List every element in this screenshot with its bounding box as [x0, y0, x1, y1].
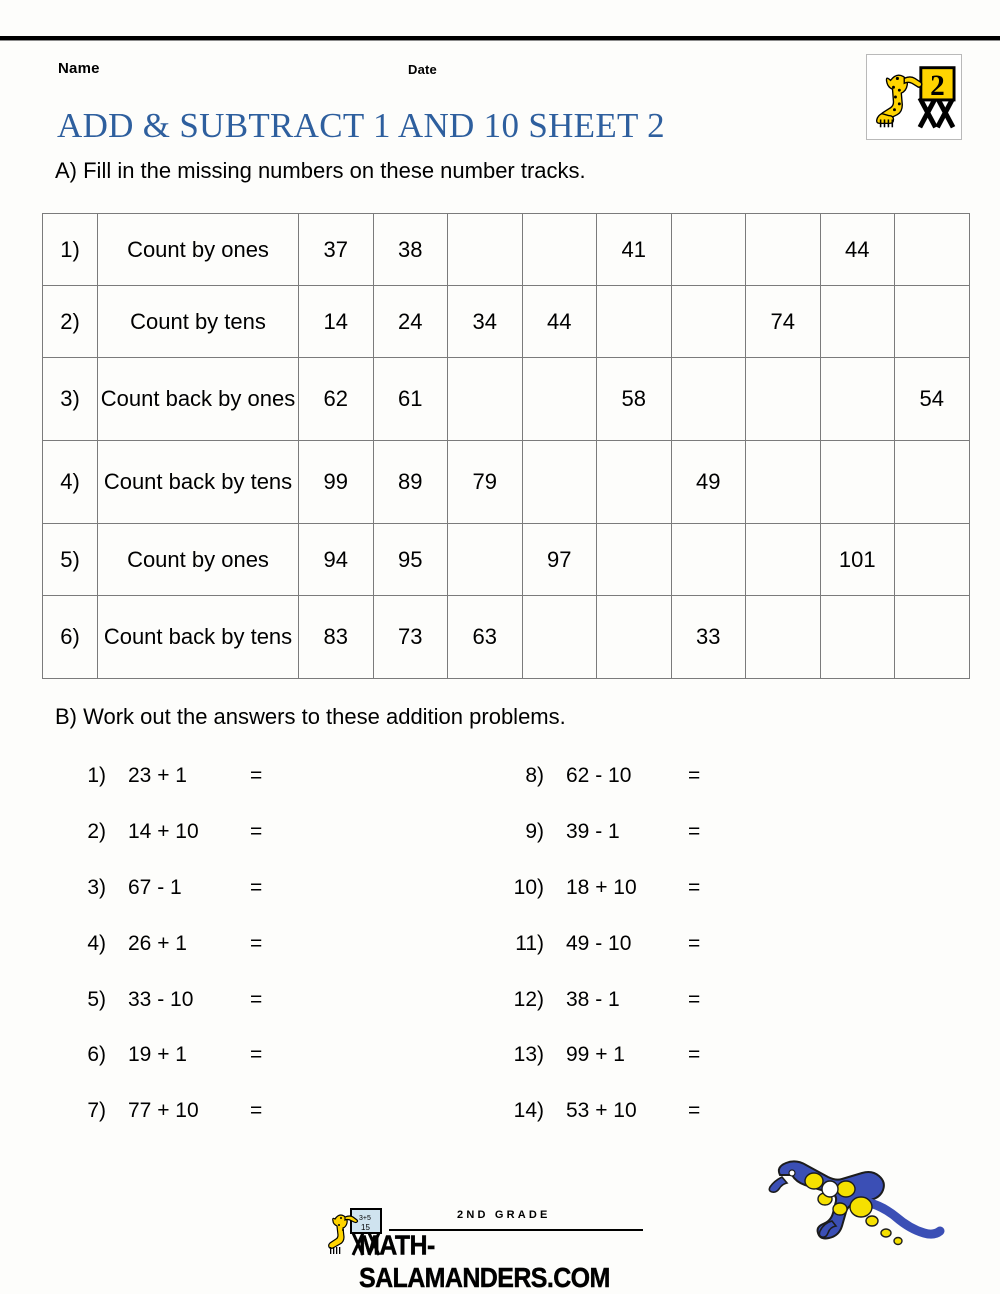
row-label: Count by tens [98, 286, 299, 358]
section-b-instruction: B) Work out the answers to these addition problems. [55, 704, 566, 729]
date-label: Date [408, 62, 437, 77]
row-label: Count back by ones [98, 358, 299, 441]
track-cell[interactable]: 33 [671, 596, 746, 679]
track-cell[interactable]: 79 [448, 441, 523, 524]
row-index: 2) [43, 286, 98, 358]
track-cell[interactable]: 62 [299, 358, 374, 441]
track-cell[interactable]: 101 [820, 524, 895, 596]
name-label: Name [58, 60, 100, 77]
table-row [43, 358, 970, 441]
track-cell[interactable] [820, 358, 895, 441]
problem-expression: 99 + 1 [566, 1043, 625, 1066]
problem-answer-slot[interactable]: = [688, 1043, 701, 1066]
track-cell[interactable]: 41 [597, 214, 672, 286]
grade-logo [866, 54, 962, 140]
track-cell[interactable]: 37 [299, 214, 374, 286]
track-cell[interactable] [746, 441, 821, 524]
track-cell[interactable] [895, 214, 970, 286]
problem-expression: 38 - 1 [566, 988, 620, 1011]
problem-index: 2) [87, 820, 106, 843]
track-cell[interactable] [448, 214, 523, 286]
row-label: Count back by tens [98, 596, 299, 679]
svg-text:3+5: 3+5 [359, 1215, 371, 1222]
problem-answer-slot[interactable]: = [688, 988, 701, 1011]
table-row [43, 524, 970, 596]
table-row [43, 596, 970, 679]
problem-index: 6) [87, 1043, 106, 1066]
row-index: 4) [43, 441, 98, 524]
problem-expression: 77 + 10 [128, 1099, 199, 1122]
problem-expression: 39 - 1 [566, 820, 620, 843]
problem-index: 3) [87, 876, 106, 899]
track-cell[interactable] [597, 286, 672, 358]
problem-index: 13) [513, 1043, 544, 1066]
svg-text:2: 2 [930, 70, 945, 103]
problem-index: 12) [513, 988, 544, 1011]
track-cell[interactable] [522, 596, 597, 679]
track-cell[interactable]: 34 [448, 286, 523, 358]
problem-index: 5) [87, 988, 106, 1011]
salamander-icon [762, 1133, 958, 1255]
problem-answer-slot[interactable]: = [688, 932, 701, 955]
track-cell[interactable] [820, 441, 895, 524]
problem-answer-slot[interactable]: = [250, 1099, 263, 1122]
track-cell[interactable]: 63 [448, 596, 523, 679]
track-cell[interactable]: 61 [373, 358, 448, 441]
problem-expression: 18 + 10 [566, 876, 637, 899]
problem-index: 4) [87, 932, 106, 955]
track-cell[interactable] [820, 596, 895, 679]
track-cell[interactable] [522, 441, 597, 524]
salamander-illustration [762, 1133, 958, 1255]
problem-expression: 26 + 1 [128, 932, 187, 955]
track-cell[interactable] [820, 286, 895, 358]
track-cell[interactable] [597, 441, 672, 524]
table-row [43, 214, 970, 286]
track-cell[interactable] [671, 524, 746, 596]
problem-answer-slot[interactable]: = [250, 932, 263, 955]
track-cell[interactable] [895, 441, 970, 524]
row-label: Count back by tens [98, 441, 299, 524]
problem-expression: 33 - 10 [128, 988, 194, 1011]
track-cell[interactable] [895, 286, 970, 358]
site-footer-logo [325, 1203, 645, 1294]
problem-answer-slot[interactable]: = [250, 988, 263, 1011]
track-cell[interactable]: 95 [373, 524, 448, 596]
problem-expression: 23 + 1 [128, 764, 187, 787]
track-cell[interactable]: 58 [597, 358, 672, 441]
row-index: 6) [43, 596, 98, 679]
row-label: Count by ones [98, 524, 299, 596]
track-cell[interactable]: 97 [522, 524, 597, 596]
track-cell[interactable]: 54 [895, 358, 970, 441]
row-index: 3) [43, 358, 98, 441]
track-cell[interactable] [597, 524, 672, 596]
row-index: 1) [43, 214, 98, 286]
problem-index: 10) [513, 876, 544, 899]
track-cell[interactable] [671, 214, 746, 286]
problem-expression: 14 + 10 [128, 820, 199, 843]
track-cell[interactable] [671, 358, 746, 441]
problem-index: 7) [87, 1099, 106, 1122]
top-divider-rule [0, 36, 1000, 41]
row-label: Count by ones [98, 214, 299, 286]
track-cell[interactable]: 14 [299, 286, 374, 358]
problem-answer-slot[interactable]: = [688, 820, 701, 843]
track-cell[interactable] [671, 286, 746, 358]
problem-answer-slot[interactable]: = [250, 764, 263, 787]
track-cell[interactable] [895, 596, 970, 679]
problem-answer-slot[interactable]: = [688, 1099, 701, 1122]
track-cell[interactable] [597, 596, 672, 679]
row-index: 5) [43, 524, 98, 596]
track-cell[interactable]: 38 [373, 214, 448, 286]
track-cell[interactable]: 83 [299, 596, 374, 679]
problem-index: 9) [525, 820, 544, 843]
track-cell[interactable] [895, 524, 970, 596]
problem-index: 1) [87, 764, 106, 787]
footer-site-text: MATH-SALAMANDERS.COM [359, 1230, 610, 1294]
track-cell[interactable]: 44 [820, 214, 895, 286]
problem-index: 11) [515, 932, 544, 955]
track-cell[interactable] [746, 596, 821, 679]
problem-expression: 53 + 10 [566, 1099, 637, 1122]
problem-expression: 67 - 1 [128, 876, 182, 899]
section-a-instruction: A) Fill in the missing numbers on these number tracks. [55, 158, 586, 183]
track-cell[interactable]: 24 [373, 286, 448, 358]
problem-answer-slot[interactable]: = [688, 876, 701, 899]
track-cell[interactable]: 89 [373, 441, 448, 524]
track-cell[interactable]: 74 [746, 286, 821, 358]
problem-index: 14) [513, 1099, 544, 1122]
track-cell[interactable] [448, 524, 523, 596]
track-cell[interactable] [522, 214, 597, 286]
track-cell[interactable] [746, 524, 821, 596]
problem-answer-slot[interactable]: = [250, 820, 263, 843]
track-cell[interactable]: 94 [299, 524, 374, 596]
problem-expression: 62 - 10 [566, 764, 632, 787]
svg-text:15: 15 [361, 1223, 370, 1232]
track-cell[interactable] [522, 358, 597, 441]
track-cell[interactable] [448, 358, 523, 441]
page-title: ADD & SUBTRACT 1 AND 10 SHEET 2 [57, 106, 665, 145]
problem-answer-slot[interactable]: = [688, 764, 701, 787]
number-tracks-table [42, 213, 970, 679]
track-cell[interactable]: 99 [299, 441, 374, 524]
table-row [43, 441, 970, 524]
track-cell[interactable] [746, 358, 821, 441]
track-cell[interactable] [746, 214, 821, 286]
problem-answer-slot[interactable]: = [250, 876, 263, 899]
problem-answer-slot[interactable]: = [250, 1043, 263, 1066]
problem-expression: 49 - 10 [566, 932, 632, 955]
problem-index: 8) [525, 764, 544, 787]
track-cell[interactable]: 49 [671, 441, 746, 524]
table-row [43, 286, 970, 358]
grade-logo-icon [867, 55, 961, 139]
track-cell[interactable]: 73 [373, 596, 448, 679]
track-cell[interactable]: 44 [522, 286, 597, 358]
problem-expression: 19 + 1 [128, 1043, 187, 1066]
footer-grade-text: 2ND GRADE [457, 1209, 551, 1221]
